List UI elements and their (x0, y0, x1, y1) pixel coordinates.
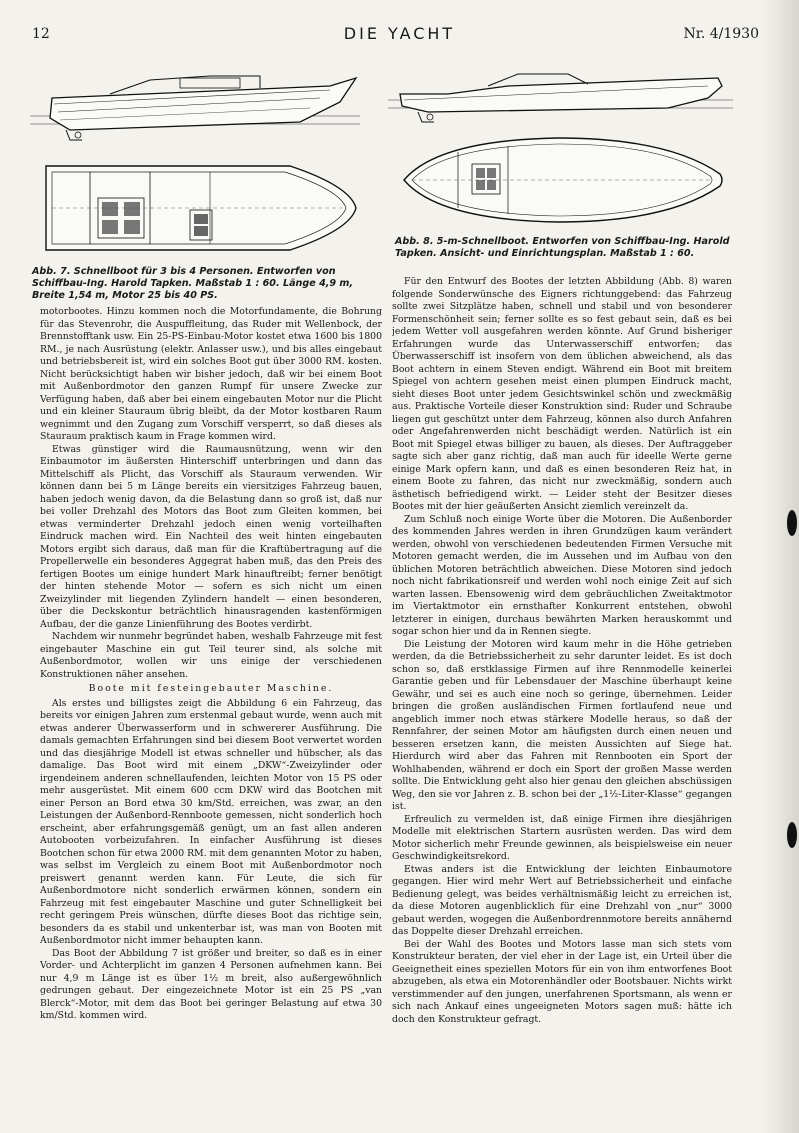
binding-hole (787, 822, 797, 848)
paragraph: motorbootes. Hinzu kommen noch die Motorfundamente, die Bohrung für das Stevenrohr, die Auspuffleitung, das Ruder mit Wellenbock, der Brennstofftank usw. Ein 25-PS-Einbau-Motor kostet etwa 1600 bis 1800 RM., je nach Ausrüstung (elektr. Anlasser usw.), und bis alles eingebaut und betriebsbereit ist, wird ein solches Boot gut über 3000 RM. kosten. Nicht berücksichtigt haben wir bisher jedoch, daß wir bei einem Boot mit Außenbordmotor den ganzen Rumpf für unsere Zwecke zur Verfügung haben, daß aber bei einem eingebauten Motor nur die Plicht und ein kleiner Stauraum übrig bleibt, da der Motor kostbaren Raum wegnimmt und den Zugang zum Vorschiff versperrt, so daß dieses als Stauraum praktisch kaum in Frage kommen wird. (40, 306, 382, 442)
paragraph: Für den Entwurf des Bootes der letzten Abbildung (Abb. 8) waren folgende Sonderwünsche des Eigners richtunggebend: das Fahrzeug sollte zwei Sitzplätze haben, schnell und stabil und von besonderer Formenschönheit sein; ferner sollte es so fest gebaut sein, daß es bei jedem Wetter voll ausgefahren werden könnte. Auf Grund bisheriger Erfahrungen wurde das Unterwasserschiff entworfen; das Überwasserschiff ist insofern von dem üblichen abweichend, als das Boot achtern in einem Steven endigt. Während ein Boot mit breitem Spiegel von achtern gesehen meist einen plumpen Eindruck macht, sieht dieses Boot unter jedem Gesichtswinkel schön und zweckmäßig aus. Praktische Vorteile dieser Konstruktion sind: Ruder und Schraube liegen gut geschützt unter dem Fahrzeug, können also durch Anfahren oder Angefahrenwerden nicht beschädigt werden. Natürlich ist ein Boot mit Spiegel etwas billiger zu bauen, als dieses. Der Auftraggeber sagte sich aber ganz richtig, daß man auch für ideelle Werte gerne einige Mark opfern kann, und daß es einen besonderen Reiz hat, in einem Boote zu fahren, das nicht nur zweckmäßig, sondern auch ästhetisch befriedigend wirkt. — Leider steht der Besitzer dieses Bootes mit der hier geäußerten Ansicht ziemlich vereinzelt da. (392, 276, 732, 512)
fig7-caption: Abb. 7. Schnellboot für 3 bis 4 Personen. Entworfen von Schiffbau-Ing. Harold Tapken. Maßstab 1 : 60. Länge 4,9 m, Breite 1,54 m, Motor 25 bis 40 PS. (32, 266, 354, 301)
paragraph: Zum Schluß noch einige Worte über die Motoren. Die Außenborder des kommenden Jahres werden in ihren Grundzügen kaum verändert werden, obwohl von verschiedenen bedeutenden Firmen Versuche mit Motoren gemacht werden, die im Aussehen und im Aufbau von den üblichen Motoren beträchtlich abweichen. Diese Motoren sind jedoch noch nicht fabrikationsreif und werden wohl noch einige Zeit auf sich warten lassen. Ebensowenig wird dem gebräuchlichen Zweitaktmotor im Viertaktmotor ein ernsthafter Konkurrent entstehen, obwohl letzterer in einigen, durchaus bewährten Marken herauskommt und sogar schon hier und da in Rennen siegte. (392, 513, 732, 637)
paragraph: Nachdem wir nunmehr begründet haben, weshalb Fahrzeuge mit fest eingebauter Maschine ein gut Teil teurer sind, als solche mit Außenbordmotor, wollen wir uns einige der verschiedenen Konstruktionen näher ansehen. (40, 631, 382, 680)
magazine-title: DIE YACHT (343, 24, 456, 43)
paragraph: Als erstes und billigstes zeigt die Abbildung 6 ein Fahrzeug, das bereits vor einigen Jahren zum erstenmal gebaut wurde, wenn auch mit etwas anderer Überwasserform und in schwererer Ausführung. Die damals gemachten Erfahrungen sind bei diesem Boot verwertet worden und das diesjährige Modell ist etwas schneller und hübscher, als das damalige. Das Boot wird mit einem „DKW“-Zweizylinder oder irgendeinem anderen schnellaufenden, leichten Motor von 15 PS oder mehr ausgerüstet. Mit einem 600 ccm DKW wird das Bootchen mit einer Person an Bord etwa 30 km/Std. erreichen, was zwar, an den Leistungen der Außenbord-Rennboote gemessen, nicht sonderlich hoch erscheint, aber erfahrungsgemäß genügt, um an fast allen anderen Autobooten vorbeizufahren. In einfacher Ausführung ist dieses Bootchen schon für etwa 2000 RM. mit dem genannten Motor zu haben, was selbst im Vergleich zu einem Boot mit Außenbordmotor noch preiswert genannt werden kann. Für Leute, die sich für Außenbordmotore nicht sonderlich erwärmen können, sondern ein Fahrzeug mit fest eingebauter Maschine und guter Schnelligkeit bei recht geringem Preis wünschen, dürfte dieses Boot das richtige sein, besonders da es stabil und unkenterbar ist, was man von Booten mit Außenbordmotor nicht immer behaupten kann. (40, 697, 382, 946)
fig8-side-profile-drawing (388, 64, 733, 128)
right-text-column (392, 276, 732, 1104)
paragraph: Erfreulich zu vermelden ist, daß einige Firmen ihre diesjährigen Modelle mit elektrischen Startern ausrüsten werden. Das wird dem Motor sicherlich mehr Freunde gewinnen, als beispielsweise ein neuer Geschwindigkeitsrekord. (392, 813, 732, 862)
fig7-side-profile-drawing (30, 58, 360, 146)
paragraph: Die Leistung der Motoren wird kaum mehr in die Höhe getrieben werden, da die Betriebssicherheit zu sehr darunter leidet. Es ist doch schon so, daß erstklassige Firmen auf ihre Rennmodelle keinerlei Garantie geben und für Lebensdauer der Maschine überhaupt keine Gewähr, und sei es auch eine noch so geringe, übernehmen. Leider bringen die großen ausländischen Firmen fortlaufend neue und angeblich immer noch etwas stärkere Modelle heraus, so daß der Rennfahrer, der seinen Motor am häufigsten durch einen neuen und besseren ersetzen kann, die meisten Aussichten auf Siege hat. Hierdurch wird aber das Fahren mit Rennbooten ein Sport der Wohlhabenden, während er doch ein Sport der großen Masse werden sollte. Die Entwicklung geht also hier genau den gleichen abschüssigen Weg, den sie vor Jahren z. B. schon bei der „1½-Liter-Klasse“ gegangen ist. (392, 638, 732, 812)
issue-number: Nr. 4/1930 (683, 26, 759, 42)
paragraph: Etwas anders ist die Entwicklung der leichten Einbaumotore gegangen. Hier wird mehr Wert auf Betriebssicherheit und einfache Bedienung gelegt, was beides verhältnismäßig leicht zu erreichen ist, da diese Motoren augenblicklich für eine Drehzahl von „nur“ 3000 gebaut werden, wogegen die Außenbordrennmotore bereits annähernd das Doppelte dieser Drehzahl erreichen. (392, 863, 732, 937)
left-text-column (40, 306, 382, 1104)
fig8-caption: Abb. 8. 5-m-Schnellboot. Entworfen von Schiffbau-Ing. Harold Tapken. Ansicht- und Einrichtungsplan. Maßstab 1 : 60. (395, 236, 730, 259)
binding-edge-shadow (759, 0, 799, 1133)
paragraph: Etwas günstiger wird die Raumausnützung, wenn wir den Einbaumotor im äußersten Hinterschiff unterbringen und dann das Mittelschiff als Plicht, das Vorschiff als Stauraum verwenden. Wir können dann bei 5 m Länge bereits ein viersitziges Fahrzeug bauen, haben jedoch wenig davon, da die Belastung dann so groß ist, daß nur bei voller Drehzahl des Motors das Boot zum Gleiten kommen, bei etwas verminderter Drehzahl jedoch einen wenig vorteilhaften Eindruck machen wird. Ein Nachteil des weit hinten eingebauten Motors ergibt sich daraus, daß man für die Kraftübertragung auf die Propellerwelle ein besonderes Aggegrat haben muß, das den Preis des fertigen Bootes um einige hundert Mark hinauftreibt; ferner benötigt der hinten stehende Motor — sofern es sich nicht um einen Zweizylinder mit liegenden Zylindern handelt — einen besonderen, über die Deckskontur beträchtlich hinausragenden kastenförmigen Aufbau, der die ganze Linienführung des Bootes verdirbt. (40, 443, 382, 630)
section-subheading: Boote mit festeingebauter Maschine. (88, 683, 334, 694)
fig7-plan-view-drawing (30, 156, 360, 260)
page-number: 12 (32, 26, 50, 42)
binding-hole (787, 510, 797, 536)
fig8-plan-view-drawing (398, 134, 728, 226)
paragraph: Bei der Wahl des Bootes und Motors lasse man sich stets vom Konstrukteur beraten, der viel eher in der Lage ist, ein Urteil über die Geeignetheit eines speziellen Motors für ein von ihm entworfenes Boot abzugeben, als etwa ein Motorenhändler oder Bootsbauer. Nichts wirkt verstimmender auf den jungen, unerfahrenen Sportsmann, als wenn er sich nach Ankauf eines ungeeigneten Motors sagen muß: hätte ich doch den Konstrukteur gefragt. (392, 938, 732, 1025)
paragraph: Das Boot der Abbildung 7 ist größer und breiter, so daß es in einer Vorder- und Achterplicht im ganzen 4 Personen aufnehmen kann. Bei nur 4,9 m Länge ist es über 1½ m breit, also außergewöhnlich gedrungen gebaut. Der eingezeichnete Motor ist ein 25 PS „van Blerck“-Motor, mit dem das Boot bei geringer Belastung auf etwa 30 km/Std. kommen wird. (40, 947, 382, 1021)
